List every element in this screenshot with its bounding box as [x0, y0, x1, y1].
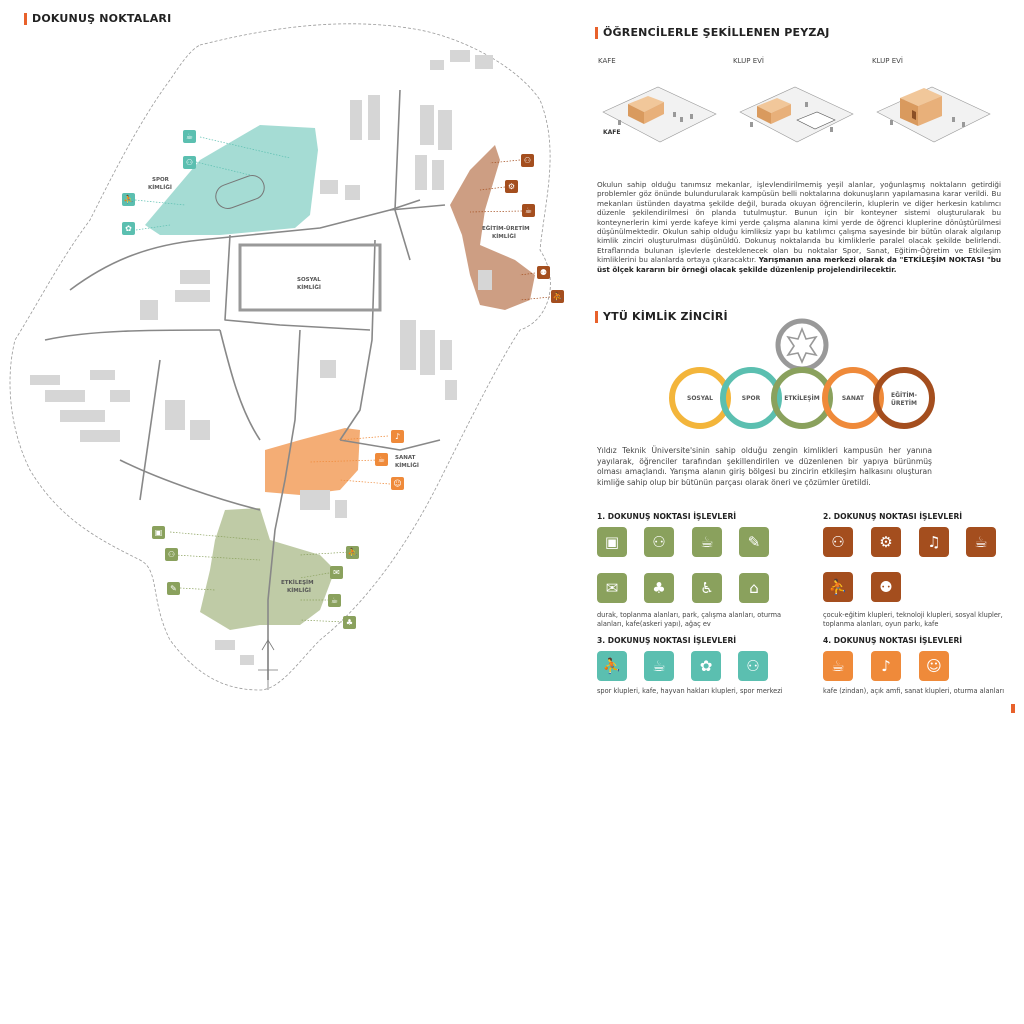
- section-4-caption: kafe (zindan), açık amfi, sanat klupleri, oturma alanları: [823, 687, 1005, 695]
- page-corner-mark: [1011, 704, 1015, 713]
- entrance-gate: [258, 640, 278, 690]
- section-2-caption: çocuk-eğitim klupleri, teknoloji klupleri, sosyal klupler, toplanma alanları, oyun parkı, kafe: [823, 611, 1003, 628]
- section-1-caption: durak, toplanma alanları, park, çalışma alanları, oturma alanları, kafe(askeri yapı), ağaç ev: [597, 611, 782, 628]
- chain-label-1: SPOR: [741, 395, 761, 402]
- cafe-icon: ☕: [692, 527, 722, 557]
- zone-sanat: [265, 428, 360, 495]
- chain-label-0: SOSYAL: [687, 395, 713, 402]
- gathering-icon: ⚉: [871, 572, 901, 602]
- chain-label-4-line2: ÜRETİM: [891, 400, 917, 407]
- bus-stop-icon: ▣: [597, 527, 627, 557]
- right-section-title: [595, 26, 830, 39]
- egitim-group-icon: ⚉: [537, 266, 550, 279]
- map-label-egitim: EĞİTİM-ÜRETİM: [482, 226, 530, 232]
- iso-diagram-klup-1: [735, 72, 857, 150]
- title-accent-bar: [595, 311, 598, 323]
- section-1-title: 1. DOKUNUŞ NOKTASI İŞLEVLERİ: [597, 512, 737, 521]
- egitim-kids-icon: ⚇: [521, 154, 534, 167]
- sanat-mask-icon: ☺: [391, 477, 404, 490]
- right-section-title-text: ÖĞRENCİLERLE ŞEKİLLENEN PEYZAJ: [603, 26, 830, 39]
- etkilesim-chat-icon: ✉: [330, 566, 343, 579]
- sanat-amfi-icon: ♪: [391, 430, 404, 443]
- open-amphitheatre-icon: ♪: [871, 651, 901, 681]
- playground-icon: ⛹: [823, 572, 853, 602]
- identity-chain-diagram: [665, 315, 940, 440]
- cafe-zindan-icon: ☕: [823, 651, 853, 681]
- kids-education-icon: ⚇: [823, 527, 853, 557]
- left-section-title-text: DOKUNUŞ NOKTALARI: [32, 12, 172, 25]
- cafe-icon: ☕: [966, 527, 996, 557]
- chat-icon: ✉: [597, 573, 627, 603]
- section-2-title: 2. DOKUNUŞ NOKTASI İŞLEVLERİ: [823, 512, 963, 521]
- ytu-star-emblem: [778, 321, 826, 369]
- map-label-etkilesim-2: KİMLİĞİ: [287, 588, 311, 594]
- spor-sport-icon: ⛹: [122, 193, 135, 206]
- spor-cafe-icon: ☕: [183, 130, 196, 143]
- map-label-sanat-2: KİMLİĞİ: [395, 463, 419, 469]
- description-paragraph: [597, 180, 1001, 274]
- section-3-title: 3. DOKUNUŞ NOKTASI İŞLEVLERİ: [597, 636, 737, 645]
- chain-label-4: EĞİTİM-: [890, 392, 918, 399]
- social-club-icon: ♫: [919, 527, 949, 557]
- art-club-mask-icon: ☺: [919, 651, 949, 681]
- map-label-sosyal: SOSYAL: [297, 277, 321, 283]
- section-3-caption: spor klupleri, kafe, hayvan hakları klupleri, spor merkezi: [597, 687, 783, 695]
- study-desk-icon: ✎: [739, 527, 769, 557]
- etkilesim-people-icon: ⚇: [165, 548, 178, 561]
- sanat-cafe-icon: ☕: [375, 453, 388, 466]
- chain-label-3: SANAT: [841, 395, 865, 402]
- etkilesim-cafe-icon: ☕: [328, 594, 341, 607]
- map-label-spor-2: KİMLİĞİ: [148, 185, 172, 191]
- gathering-icon: ⚇: [644, 527, 674, 557]
- description-bold-text: Yarışmanın ana merkezi olarak da "ETKİLEŞİM NOKTASI "bu üst ölçek kararın bir örneği olacak şekilde düzenlenip projelendirilecektir.: [597, 255, 1001, 274]
- chain-paragraph: Yıldız Teknik Üniversite'sinin sahip olduğu zengin kimlikleri kampusün her yanına yayılarak, öğrenciler tarafından şekillendirilen ve düzenlenen bir yapıya bürünmüş olması amaçlandı. Yarışma alanın giriş bölgesi bu zincirin etkileşim halkasını oluşturan kimliğe sahip olup bir bütünün parçası olarak öneri ve çözümler üretildi.: [597, 446, 932, 487]
- svg-text:KAFE: KAFE: [603, 129, 621, 136]
- spor-animal-icon: ✿: [122, 222, 135, 235]
- iso-label-klup-2: KLUP EVİ: [872, 57, 903, 65]
- map-label-spor: SPOR: [152, 177, 169, 183]
- title-accent-bar: [595, 27, 598, 39]
- etkilesim-tree-icon: ♣: [343, 616, 356, 629]
- map-label-sanat: SANAT: [395, 455, 416, 461]
- technology-club-icon: ⚙: [871, 527, 901, 557]
- cafe-icon: ☕: [644, 651, 674, 681]
- map-label-etkilesim: ETKİLEŞİM: [281, 580, 314, 586]
- etkilesim-park-icon: ⛹: [346, 546, 359, 559]
- sitting-icon: ♿: [692, 573, 722, 603]
- egitim-tech-icon: ⚙: [505, 180, 518, 193]
- etkilesim-stop-icon: ▣: [152, 526, 165, 539]
- sports-center-icon: ⚇: [738, 651, 768, 681]
- sports-club-icon: ⛹: [597, 651, 627, 681]
- zone-spor: [145, 125, 318, 235]
- section-4-title: 4. DOKUNUŞ NOKTASI İŞLEVLERİ: [823, 636, 963, 645]
- park-tree-icon: ♣: [644, 573, 674, 603]
- description-text: Okulun sahip olduğu tanımsız mekanlar, işlevlendirilmemiş yeşil alanlar, yoğunlaşmış noktaların getirdiği problemler göz önünde bulundurularak kampüsün belli noktalarına dokunuşların yapılamasına karar verildi. Bu mekanları üstünden dayatma şekilde değil, burada okuyan öğrencilerin, kluplerin ve diğer herkesin katılımcı düzenle şekilendirilmesi ön planda tutulmuştur. Bunun için bir konteyner sistemi oluşturularak bu konteynerlerin kimi yerde kafeye kimi yerde çalışma alanına kimi yerde de öğrenci kluplerine dönüştürülmesi düşünülmektedir. Okulun sahip olduğu kimliksiz yapı bu katılımcı çalışma sayesinde bir bütün olarak algılanıp kimlik zinciri oluşturulması düşünüldü. Dokunuş noktalarıda bu kimliklerle paralel olacak şekilde belirlendi. Etraflarında bulunan işlevlerle desteklenecek olan bu noktalar Spor, Sanat, Eğitim-Öğretim ve Etkileşim kimliklerini bu alanlarda ortaya çıkaracaktır.: [597, 180, 1001, 265]
- spor-people-icon: ⚇: [183, 156, 196, 169]
- tree-house-icon: ⌂: [739, 573, 769, 603]
- chain-label-2: ETKİLEŞİM: [784, 395, 820, 402]
- animal-rights-icon: ✿: [691, 651, 721, 681]
- campus-map: [0, 20, 580, 700]
- iso-label-klup-1: KLUP EVİ: [733, 57, 764, 65]
- chain-section-title-text: YTÜ KİMLİK ZİNCİRİ: [603, 310, 728, 323]
- map-label-sosyal-2: KİMLİĞİ: [297, 285, 321, 291]
- egitim-cafe-icon: ☕: [522, 204, 535, 217]
- iso-diagram-klup-2: [872, 72, 994, 150]
- iso-diagram-kafe: [598, 72, 720, 150]
- etkilesim-work-icon: ✎: [167, 582, 180, 595]
- map-label-egitim-2: KİMLİĞİ: [492, 234, 516, 240]
- egitim-play-icon: ⛹: [551, 290, 564, 303]
- iso-label-kafe: KAFE: [598, 57, 616, 65]
